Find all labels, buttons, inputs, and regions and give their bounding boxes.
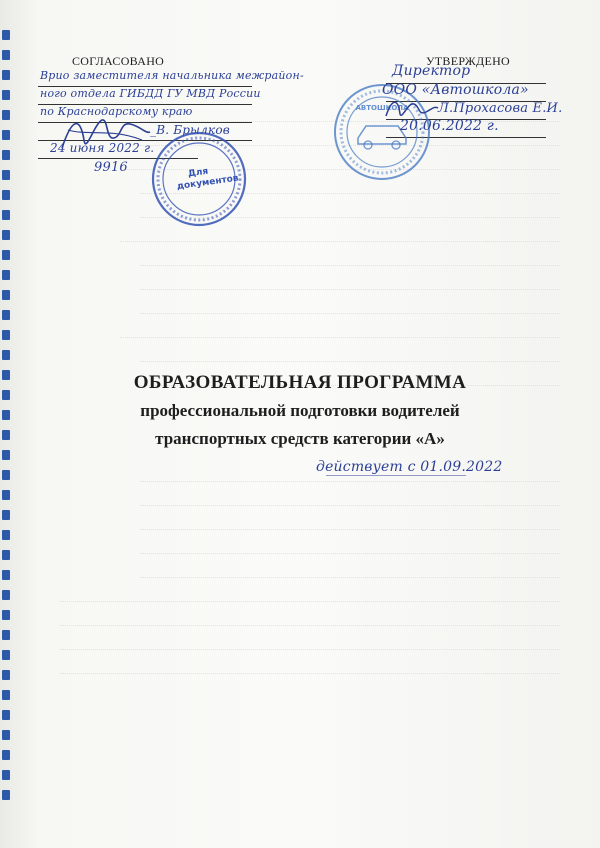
stamp-center-text: Для документов xyxy=(176,166,240,193)
stamp-center-text: АВТОШКОЛА xyxy=(355,104,409,112)
gibdd-stamp xyxy=(150,130,248,228)
document-subtitle-line2: транспортных средств категории «А» xyxy=(155,429,445,448)
effective-date-note: действует с 01.09.2022 xyxy=(316,459,503,475)
left-signature xyxy=(58,110,154,160)
effective-underline xyxy=(326,475,466,476)
approved-organization: ООО «Автошкола» xyxy=(382,82,529,98)
document-subtitle-line1: профессиональной подготовки водителей xyxy=(140,401,460,420)
agreed-signer-name: _В. Брылков xyxy=(150,123,230,137)
approved-position: Директор xyxy=(392,63,471,79)
agreed-position-line3: по Краснодарскому краю xyxy=(40,105,193,118)
right-signature xyxy=(384,96,440,122)
approved-heading: УТВЕРЖДЕНО xyxy=(426,54,511,68)
approved-date: 20.06.2022 г. xyxy=(400,118,499,134)
agreed-position-line2: ного отдела ГИБДД ГУ МВД России xyxy=(40,87,261,100)
approved-signer-name: Л.Прохасова Е.И. xyxy=(438,101,563,116)
agreed-date: 24 июня 2022 г. xyxy=(50,141,155,155)
document-title: ОБРАЗОВАТЕЛЬНАЯ ПРОГРАММА xyxy=(133,372,467,393)
agreed-heading: СОГЛАСОВАНО xyxy=(72,54,165,68)
agreed-position-line1: Врио заместителя начальника межрайон- xyxy=(40,69,304,82)
registration-number: 9916 xyxy=(94,160,128,175)
